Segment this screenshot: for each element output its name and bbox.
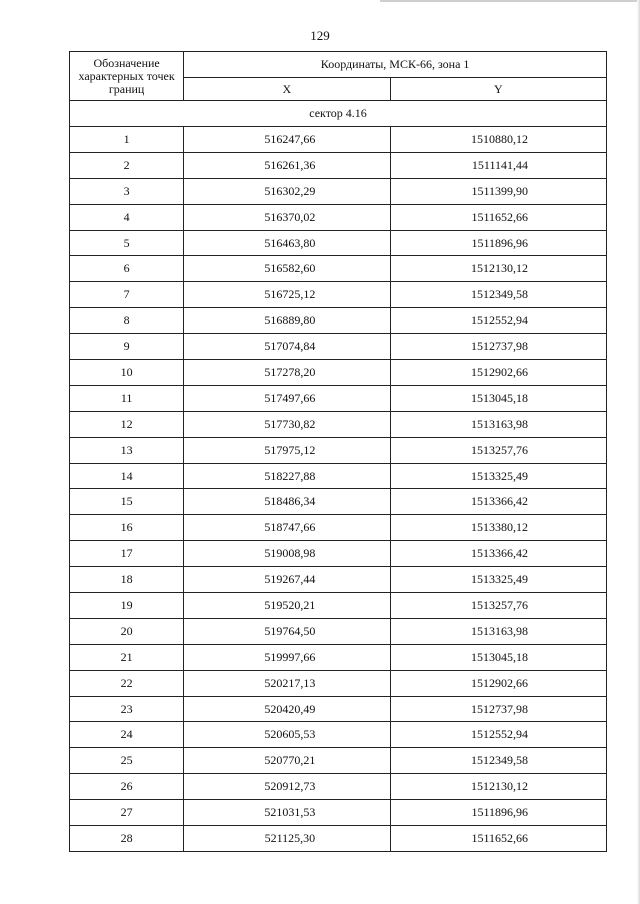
table-row (70, 437, 607, 463)
point-number-cell: 1 (70, 127, 184, 153)
table-row (70, 826, 607, 852)
point-number-cell: 2 (70, 152, 184, 178)
table-row (70, 644, 607, 670)
x-coordinate-cell: 517975,12 (184, 437, 390, 463)
y-coordinate-cell: 1513366,42 (390, 489, 606, 515)
y-coordinate-cell: 1511896,96 (390, 800, 606, 826)
x-coordinate-cell: 517730,82 (184, 411, 390, 437)
coordinates-table (69, 51, 607, 852)
point-number-cell: 5 (70, 230, 184, 256)
page-number: 129 (310, 28, 330, 43)
y-coordinate-cell: 1513257,76 (390, 437, 606, 463)
point-number-cell: 11 (70, 385, 184, 411)
x-coordinate-cell: 521031,53 (184, 800, 390, 826)
y-coordinate-cell: 1512902,66 (390, 670, 606, 696)
table-row (70, 127, 607, 153)
x-coordinate-cell: 519267,44 (184, 567, 390, 593)
x-coordinate-cell: 517497,66 (184, 385, 390, 411)
y-coordinate-cell: 1513257,76 (390, 593, 606, 619)
table-row (70, 722, 607, 748)
x-coordinate-cell: 517074,84 (184, 334, 390, 360)
point-number-cell: 19 (70, 593, 184, 619)
point-number-cell: 28 (70, 826, 184, 852)
x-coordinate-cell: 516725,12 (184, 282, 390, 308)
x-coordinate-cell: 520420,49 (184, 696, 390, 722)
x-coordinate-cell: 519764,50 (184, 618, 390, 644)
y-coordinate-cell: 1513325,49 (390, 463, 606, 489)
table-header-row (70, 52, 607, 78)
point-number-cell: 7 (70, 282, 184, 308)
coordinates-table-body (70, 52, 607, 852)
table-row (70, 489, 607, 515)
point-number-cell: 14 (70, 463, 184, 489)
point-number-cell: 10 (70, 360, 184, 386)
y-coordinate-cell: 1512902,66 (390, 360, 606, 386)
point-number-cell: 15 (70, 489, 184, 515)
table-row (70, 463, 607, 489)
x-coordinate-cell: 516302,29 (184, 178, 390, 204)
x-coordinate-cell: 517278,20 (184, 360, 390, 386)
table-row (70, 774, 607, 800)
y-coordinate-cell: 1511652,66 (390, 826, 606, 852)
table-row (70, 152, 607, 178)
x-coordinate-cell: 516889,80 (184, 308, 390, 334)
x-coordinate-cell: 516247,66 (184, 127, 390, 153)
y-coordinate-cell: 1512130,12 (390, 256, 606, 282)
point-number-cell: 27 (70, 800, 184, 826)
point-number-cell: 18 (70, 567, 184, 593)
x-coordinate-cell: 519008,98 (184, 541, 390, 567)
point-number-cell: 24 (70, 722, 184, 748)
table-row (70, 515, 607, 541)
point-number-cell: 3 (70, 178, 184, 204)
x-coordinate-cell: 521125,30 (184, 826, 390, 852)
x-coordinate-cell: 516463,80 (184, 230, 390, 256)
y-coordinate-cell: 1512130,12 (390, 774, 606, 800)
point-number-cell: 8 (70, 308, 184, 334)
y-coordinate-cell: 1513163,98 (390, 618, 606, 644)
table-row (70, 230, 607, 256)
x-coordinate-cell: 516582,60 (184, 256, 390, 282)
x-coordinate-cell: 520912,73 (184, 774, 390, 800)
coordinates-system-header: Координаты, МСК-66, зона 1 (184, 52, 607, 78)
x-coordinate-cell: 518486,34 (184, 489, 390, 515)
y-coordinate-cell: 1512349,58 (390, 748, 606, 774)
table-row (70, 204, 607, 230)
point-number-cell: 17 (70, 541, 184, 567)
point-number-cell: 21 (70, 644, 184, 670)
x-coordinate-cell: 516261,36 (184, 152, 390, 178)
y-coordinate-cell: 1512737,98 (390, 334, 606, 360)
y-coordinate-cell: 1511141,44 (390, 152, 606, 178)
table-row (70, 385, 607, 411)
point-number-cell: 20 (70, 618, 184, 644)
table-row (70, 178, 607, 204)
table-row (70, 696, 607, 722)
y-coordinate-cell: 1511652,66 (390, 204, 606, 230)
table-row (70, 256, 607, 282)
table-row (70, 334, 607, 360)
y-coordinate-cell: 1513380,12 (390, 515, 606, 541)
point-number-cell: 22 (70, 670, 184, 696)
x-coordinate-cell: 519520,21 (184, 593, 390, 619)
y-coordinate-cell: 1510880,12 (390, 127, 606, 153)
y-coordinate-cell: 1513045,18 (390, 385, 606, 411)
x-coordinate-cell: 518227,88 (184, 463, 390, 489)
table-row (70, 541, 607, 567)
y-coordinate-cell: 1513163,98 (390, 411, 606, 437)
x-coordinate-cell: 519997,66 (184, 644, 390, 670)
point-number-cell: 26 (70, 774, 184, 800)
point-number-cell: 4 (70, 204, 184, 230)
y-coordinate-cell: 1512552,94 (390, 722, 606, 748)
point-number-cell: 12 (70, 411, 184, 437)
sector-label: сектор 4.16 (70, 101, 607, 127)
x-coordinate-cell: 520605,53 (184, 722, 390, 748)
table-row (70, 308, 607, 334)
table-row (70, 748, 607, 774)
point-number-cell: 16 (70, 515, 184, 541)
point-number-cell: 13 (70, 437, 184, 463)
table-row (70, 282, 607, 308)
y-coordinate-cell: 1511896,96 (390, 230, 606, 256)
x-coordinate-cell: 520770,21 (184, 748, 390, 774)
table-row (70, 593, 607, 619)
sector-row (70, 101, 607, 127)
point-number-cell: 9 (70, 334, 184, 360)
table-row (70, 670, 607, 696)
point-designation-header: Обозначение характерных точек границ (70, 52, 184, 101)
table-row (70, 800, 607, 826)
y-coordinate-cell: 1512349,58 (390, 282, 606, 308)
y-coordinate-cell: 1513325,49 (390, 567, 606, 593)
table-row (70, 618, 607, 644)
y-column-header: Y (390, 78, 606, 101)
point-number-cell: 23 (70, 696, 184, 722)
table-row (70, 360, 607, 386)
point-number-cell: 6 (70, 256, 184, 282)
scan-top-edge (380, 0, 640, 2)
y-coordinate-cell: 1511399,90 (390, 178, 606, 204)
table-row (70, 411, 607, 437)
y-coordinate-cell: 1513366,42 (390, 541, 606, 567)
x-coordinate-cell: 518747,66 (184, 515, 390, 541)
x-coordinate-cell: 516370,02 (184, 204, 390, 230)
point-number-cell: 25 (70, 748, 184, 774)
table-row (70, 567, 607, 593)
x-column-header: X (184, 78, 390, 101)
x-coordinate-cell: 520217,13 (184, 670, 390, 696)
y-coordinate-cell: 1512737,98 (390, 696, 606, 722)
y-coordinate-cell: 1513045,18 (390, 644, 606, 670)
y-coordinate-cell: 1512552,94 (390, 308, 606, 334)
